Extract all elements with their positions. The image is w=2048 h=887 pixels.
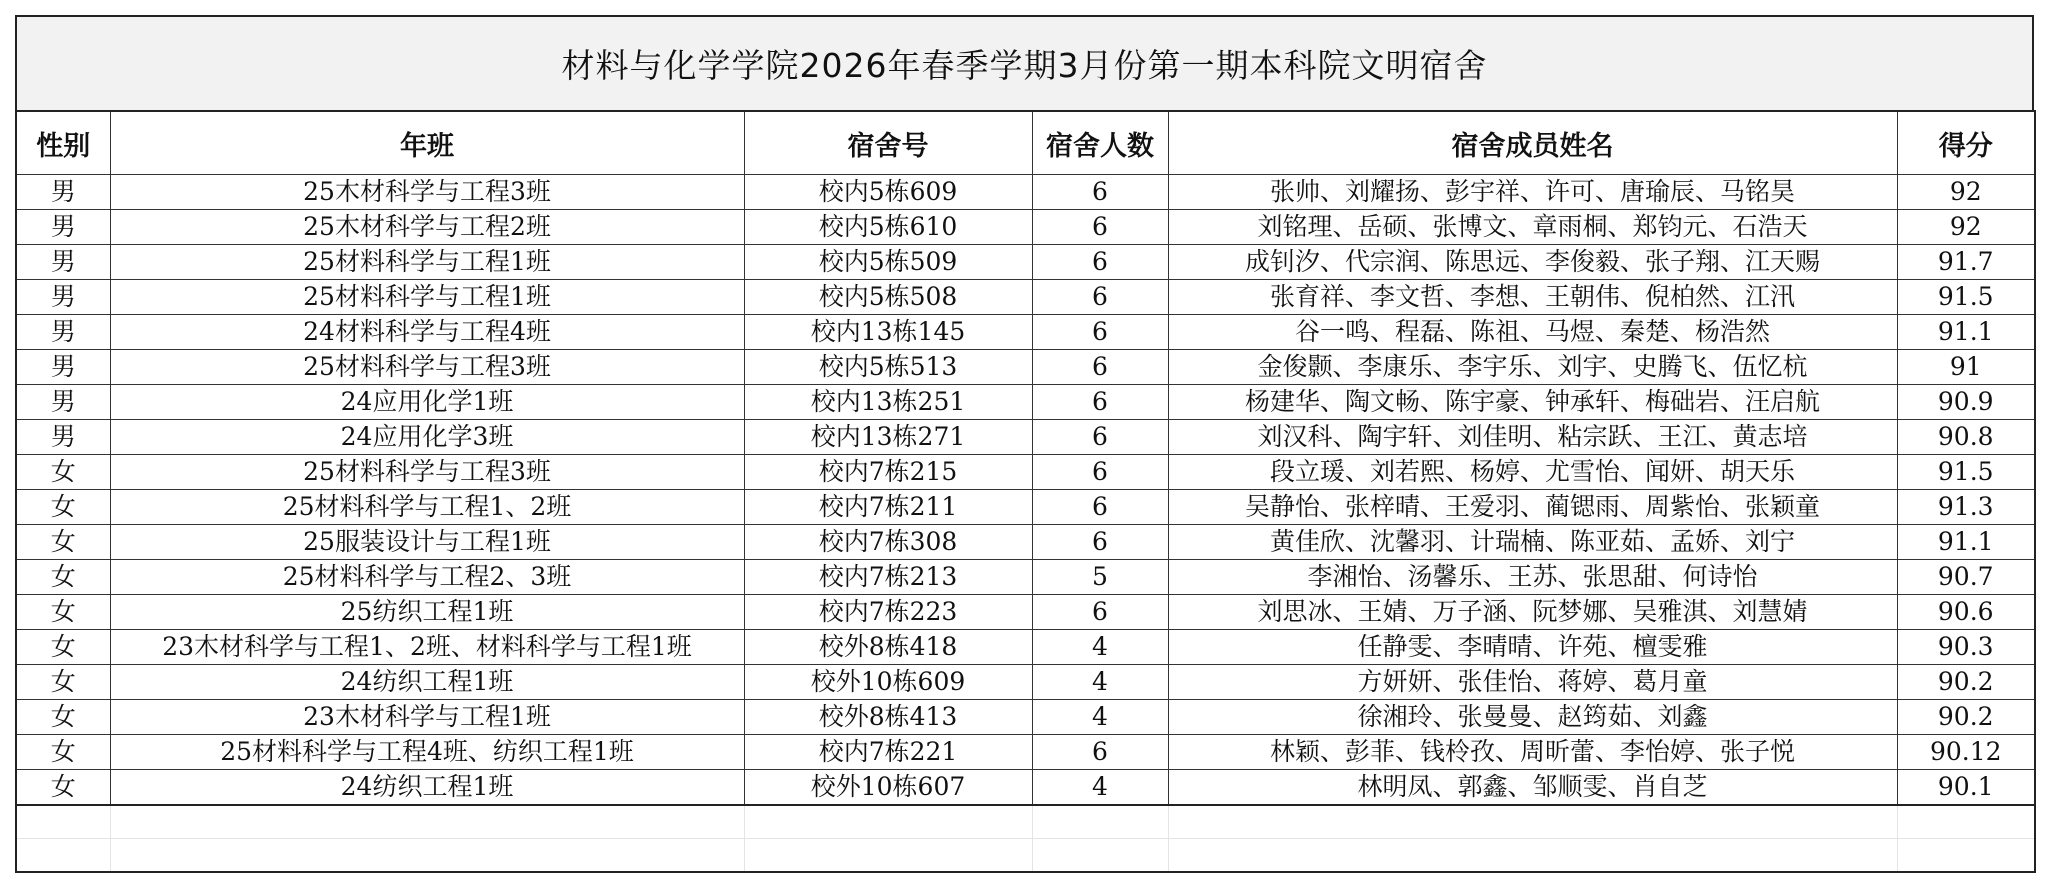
cell-dorm-number[interactable]: 校内5栋609 — [744, 175, 1032, 210]
empty-cell[interactable] — [110, 806, 744, 839]
cell-class[interactable]: 24材料科学与工程4班 — [110, 315, 744, 350]
cell-members[interactable]: 徐湘玲、张曼曼、赵筠茹、刘鑫 — [1168, 700, 1897, 735]
cell-score[interactable]: 90.3 — [1897, 630, 2035, 665]
cell-score[interactable]: 91.1 — [1897, 525, 2035, 560]
table-row — [16, 385, 2035, 420]
cell-dorm-count[interactable]: 4 — [1032, 770, 1168, 806]
cell-dorm-number[interactable]: 校内7栋221 — [744, 735, 1032, 770]
cell-dorm-number[interactable]: 校内7栋223 — [744, 595, 1032, 630]
cell-score[interactable]: 91.3 — [1897, 490, 2035, 525]
table-row — [16, 735, 2035, 770]
empty-cell[interactable] — [1032, 839, 1168, 873]
cell-dorm-count[interactable]: 4 — [1032, 665, 1168, 700]
cell-score[interactable]: 90.12 — [1897, 735, 2035, 770]
table-row — [16, 315, 2035, 350]
cell-score[interactable]: 90.9 — [1897, 385, 2035, 420]
cell-dorm-count[interactable]: 6 — [1032, 245, 1168, 280]
cell-score[interactable]: 91.5 — [1897, 455, 2035, 490]
cell-members[interactable]: 黄佳欣、沈馨羽、计瑞楠、陈亚茹、孟娇、刘宁 — [1168, 525, 1897, 560]
cell-class[interactable]: 25材料科学与工程1班 — [110, 280, 744, 315]
cell-class[interactable]: 25材料科学与工程4班、纺织工程1班 — [110, 735, 744, 770]
cell-score[interactable]: 90.7 — [1897, 560, 2035, 595]
cell-members[interactable]: 张育祥、李文哲、李想、王朝伟、倪柏然、江汛 — [1168, 280, 1897, 315]
cell-members[interactable]: 刘汉科、陶宇轩、刘佳明、粘宗跃、王江、黄志培 — [1168, 420, 1897, 455]
cell-dorm-number[interactable]: 校内7栋211 — [744, 490, 1032, 525]
header-members: 宿舍成员姓名 — [1168, 111, 1897, 175]
sheet-title: 材料与化学学院2026年春季学期3月份第一期本科院文明宿舍 — [15, 15, 2034, 110]
cell-class[interactable]: 25木材科学与工程3班 — [110, 175, 744, 210]
cell-dorm-count[interactable]: 4 — [1032, 630, 1168, 665]
cell-dorm-number[interactable]: 校内13栋271 — [744, 420, 1032, 455]
cell-gender[interactable]: 男 — [16, 210, 110, 245]
cell-gender[interactable]: 男 — [16, 175, 110, 210]
cell-gender[interactable]: 男 — [16, 280, 110, 315]
cell-score[interactable]: 90.2 — [1897, 665, 2035, 700]
cell-dorm-number[interactable]: 校内13栋251 — [744, 385, 1032, 420]
cell-score[interactable]: 90.6 — [1897, 595, 2035, 630]
table-row — [16, 595, 2035, 630]
cell-dorm-count[interactable]: 6 — [1032, 420, 1168, 455]
cell-class[interactable]: 24应用化学1班 — [110, 385, 744, 420]
header-score: 得分 — [1897, 111, 2035, 175]
cell-gender[interactable]: 女 — [16, 700, 110, 735]
cell-gender[interactable]: 女 — [16, 490, 110, 525]
cell-dorm-count[interactable]: 6 — [1032, 455, 1168, 490]
header-dorm-count: 宿舍人数 — [1032, 111, 1168, 175]
table-row — [16, 280, 2035, 315]
table-row — [16, 560, 2035, 595]
empty-rows — [15, 806, 2036, 873]
cell-members[interactable]: 林明凤、郭鑫、邹顺雯、肖自芝 — [1168, 770, 1897, 806]
cell-dorm-number[interactable]: 校内13栋145 — [744, 315, 1032, 350]
empty-cell[interactable] — [1168, 839, 1897, 873]
cell-members[interactable]: 方妍妍、张佳怡、蒋婷、葛月童 — [1168, 665, 1897, 700]
cell-dorm-count[interactable]: 6 — [1032, 175, 1168, 210]
cell-dorm-count[interactable]: 6 — [1032, 735, 1168, 770]
table-row — [16, 245, 2035, 280]
cell-dorm-count[interactable]: 6 — [1032, 525, 1168, 560]
cell-members[interactable]: 段立瑗、刘若熙、杨婷、尤雪怡、闻妍、胡天乐 — [1168, 455, 1897, 490]
empty-row — [16, 806, 2035, 839]
table-row — [16, 630, 2035, 665]
cell-gender[interactable]: 女 — [16, 770, 110, 806]
cell-gender[interactable]: 男 — [16, 350, 110, 385]
table-row — [16, 525, 2035, 560]
cell-score[interactable]: 90.1 — [1897, 770, 2035, 806]
cell-score[interactable]: 90.2 — [1897, 700, 2035, 735]
cell-class[interactable]: 25材料科学与工程1、2班 — [110, 490, 744, 525]
cell-gender[interactable]: 男 — [16, 420, 110, 455]
cell-dorm-count[interactable]: 6 — [1032, 280, 1168, 315]
cell-dorm-count[interactable]: 6 — [1032, 210, 1168, 245]
empty-cell[interactable] — [1032, 806, 1168, 839]
cell-members[interactable]: 成钊汐、代宗润、陈思远、李俊毅、张子翔、江天赐 — [1168, 245, 1897, 280]
cell-gender[interactable]: 男 — [16, 245, 110, 280]
empty-cell[interactable] — [744, 806, 1032, 839]
cell-class[interactable]: 25服装设计与工程1班 — [110, 525, 744, 560]
cell-members[interactable]: 吴静怡、张梓晴、王爱羽、蔺锶雨、周紫怡、张颖童 — [1168, 490, 1897, 525]
cell-gender[interactable]: 女 — [16, 665, 110, 700]
cell-gender[interactable]: 女 — [16, 630, 110, 665]
cell-dorm-number[interactable]: 校内5栋610 — [744, 210, 1032, 245]
empty-cell[interactable] — [16, 839, 110, 873]
cell-dorm-count[interactable]: 4 — [1032, 700, 1168, 735]
cell-members[interactable]: 林颖、彭菲、钱柃孜、周昕蕾、李怡婷、张子悦 — [1168, 735, 1897, 770]
table-row — [16, 210, 2035, 245]
cell-gender[interactable]: 女 — [16, 525, 110, 560]
cell-dorm-number[interactable]: 校外8栋418 — [744, 630, 1032, 665]
cell-class[interactable]: 25纺织工程1班 — [110, 595, 744, 630]
cell-class[interactable]: 25木材科学与工程2班 — [110, 210, 744, 245]
table-row — [16, 420, 2035, 455]
cell-score[interactable]: 92 — [1897, 175, 2035, 210]
cell-dorm-number[interactable]: 校内7栋213 — [744, 560, 1032, 595]
cell-dorm-count[interactable]: 5 — [1032, 560, 1168, 595]
cell-dorm-count[interactable]: 6 — [1032, 595, 1168, 630]
cell-dorm-number[interactable]: 校内5栋509 — [744, 245, 1032, 280]
cell-members[interactable]: 谷一鸣、程磊、陈祖、马煜、秦楚、杨浩然 — [1168, 315, 1897, 350]
cell-members[interactable]: 金俊颢、李康乐、李宇乐、刘宇、史腾飞、伍忆杭 — [1168, 350, 1897, 385]
header-row — [16, 111, 2035, 175]
cell-members[interactable]: 任静雯、李晴晴、许苑、檀雯雅 — [1168, 630, 1897, 665]
cell-members[interactable]: 李湘怡、汤馨乐、王苏、张思甜、何诗怡 — [1168, 560, 1897, 595]
cell-score[interactable]: 91.5 — [1897, 280, 2035, 315]
cell-class[interactable]: 25材料科学与工程3班 — [110, 455, 744, 490]
cell-class[interactable]: 23木材科学与工程1班 — [110, 700, 744, 735]
cell-class[interactable]: 23木材科学与工程1、2班、材料科学与工程1班 — [110, 630, 744, 665]
cell-dorm-number[interactable]: 校内7栋215 — [744, 455, 1032, 490]
table-row — [16, 665, 2035, 700]
cell-dorm-number[interactable]: 校外8栋413 — [744, 700, 1032, 735]
cell-members[interactable]: 刘铭理、岳硕、张博文、章雨桐、郑钧元、石浩天 — [1168, 210, 1897, 245]
table-row — [16, 455, 2035, 490]
empty-cell[interactable] — [16, 806, 110, 839]
cell-class[interactable]: 25材料科学与工程1班 — [110, 245, 744, 280]
empty-row — [16, 839, 2035, 873]
cell-dorm-number[interactable]: 校外10栋609 — [744, 665, 1032, 700]
empty-cell[interactable] — [1168, 806, 1897, 839]
header-class: 年班 — [110, 111, 744, 175]
cell-score[interactable]: 91.7 — [1897, 245, 2035, 280]
cell-members[interactable]: 杨建华、陶文畅、陈宇豪、钟承轩、梅础岩、汪启航 — [1168, 385, 1897, 420]
cell-class[interactable]: 24应用化学3班 — [110, 420, 744, 455]
empty-cell[interactable] — [110, 839, 744, 873]
table-row — [16, 490, 2035, 525]
table-row — [16, 770, 2035, 806]
cell-dorm-count[interactable]: 6 — [1032, 385, 1168, 420]
table-row — [16, 350, 2035, 385]
dorm-table — [15, 110, 2036, 806]
cell-score[interactable]: 92 — [1897, 210, 2035, 245]
cell-class[interactable]: 24纺织工程1班 — [110, 665, 744, 700]
cell-members[interactable]: 刘思冰、王婧、万子涵、阮梦娜、吴雅淇、刘慧婧 — [1168, 595, 1897, 630]
empty-cell[interactable] — [744, 839, 1032, 873]
cell-gender[interactable]: 女 — [16, 455, 110, 490]
cell-gender[interactable]: 男 — [16, 385, 110, 420]
cell-dorm-count[interactable]: 6 — [1032, 350, 1168, 385]
cell-score[interactable]: 91.1 — [1897, 315, 2035, 350]
table-row — [16, 700, 2035, 735]
cell-class[interactable]: 25材料科学与工程2、3班 — [110, 560, 744, 595]
cell-dorm-count[interactable]: 6 — [1032, 315, 1168, 350]
cell-dorm-number[interactable]: 校内5栋508 — [744, 280, 1032, 315]
cell-gender[interactable]: 女 — [16, 560, 110, 595]
cell-class[interactable]: 25材料科学与工程3班 — [110, 350, 744, 385]
cell-score[interactable]: 91 — [1897, 350, 2035, 385]
header-gender: 性别 — [16, 111, 110, 175]
table-row — [16, 175, 2035, 210]
header-dorm-number: 宿舍号 — [744, 111, 1032, 175]
cell-gender[interactable]: 女 — [16, 595, 110, 630]
cell-dorm-number[interactable]: 校内5栋513 — [744, 350, 1032, 385]
cell-dorm-number[interactable]: 校外10栋607 — [744, 770, 1032, 806]
cell-gender[interactable]: 男 — [16, 315, 110, 350]
cell-gender[interactable]: 女 — [16, 735, 110, 770]
cell-dorm-count[interactable]: 6 — [1032, 490, 1168, 525]
empty-cell[interactable] — [1897, 806, 2035, 839]
cell-dorm-number[interactable]: 校内7栋308 — [744, 525, 1032, 560]
cell-class[interactable]: 24纺织工程1班 — [110, 770, 744, 806]
spreadsheet — [15, 15, 2034, 873]
cell-members[interactable]: 张帅、刘耀扬、彭宇祥、许可、唐瑜辰、马铭昊 — [1168, 175, 1897, 210]
cell-score[interactable]: 90.8 — [1897, 420, 2035, 455]
empty-cell[interactable] — [1897, 839, 2035, 873]
